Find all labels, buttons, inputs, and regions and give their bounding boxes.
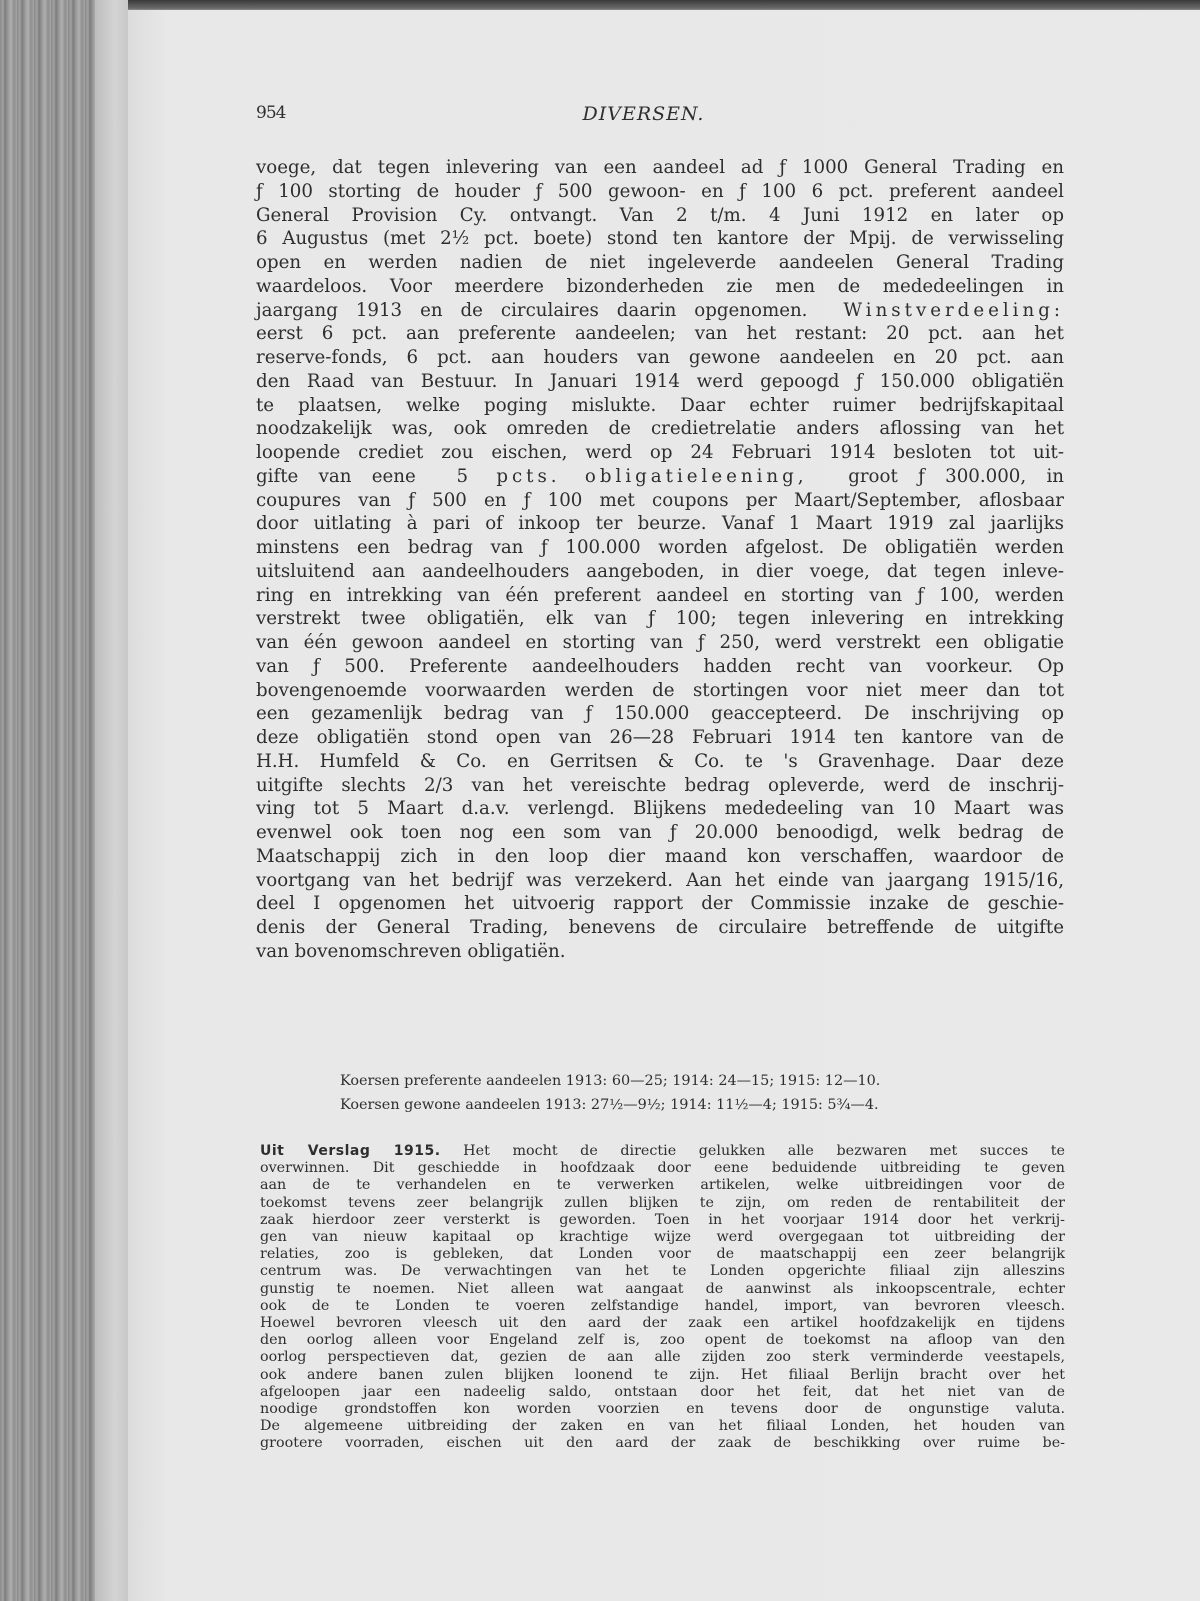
- running-head: [256, 103, 1061, 133]
- text-line: ring en intrekking van één preferent aandeel en storting van ƒ 100, werden: [256, 584, 1064, 606]
- quote-ordinary-shares: Koersen gewone aandeelen 1913: 27½—9½; 1914: 11½—4; 1915: 5¾—4.: [340, 1097, 879, 1113]
- text-segment: gifte van eene: [256, 465, 416, 487]
- text-line: ook de te Londen te voeren zelfstandige handel, import, van bevroren vleesch.: [260, 1297, 1065, 1314]
- text-line: gunstig te noemen. Niet alleen wat aangaat de aanwinst als inkoopscentrale, echter: [260, 1280, 1065, 1297]
- text-line: overwinnen. Dit geschiedde in hoofdzaak door eene beduidende uitbreiding te geven: [260, 1160, 1065, 1177]
- text-line: den oorlog alleen voor Engeland zelf is, zoo opent de toekomst na afloop van den: [260, 1332, 1065, 1349]
- section-title: DIVERSEN.: [582, 103, 705, 125]
- text-segment: jaargang 1913 en de circulaires daarin opgenomen.: [256, 299, 808, 321]
- text-line: [256, 465, 1064, 489]
- text-line: coupures van ƒ 500 en ƒ 100 met coupons per Maart/September, aflosbaar: [256, 489, 1064, 511]
- text-segment: Het mocht de directie gelukken alle bezwaren met succes te: [463, 1143, 1065, 1159]
- report-1915-paragraph: [260, 1143, 1065, 1453]
- text-line: voortgang van het bedrijf was verzekerd. Aan het einde van jaargang 1915/16,: [256, 869, 1064, 891]
- text-line: van één gewoon aandeel en storting van ƒ 250, werd verstrekt een obligatie: [256, 632, 1064, 653]
- text-line: minstens een bedrag van ƒ 100.000 worden afgelost. De obligatiën werden: [256, 537, 1064, 558]
- text-line: den Raad van Bestuur. In Januari 1914 werd gepoogd ƒ 150.000 obligatiën: [256, 370, 1064, 392]
- text-line: noodzakelijk was, ook omreden de credietrelatie anders aflossing van het: [256, 418, 1064, 440]
- text-line: ook andere banen zulen blijken loonend te zijn. Het filiaal Berlijn bracht over het: [260, 1366, 1065, 1383]
- text-line: verstrekt twee obligatiën, elk van ƒ 100; tegen inlevering en intrekking: [256, 608, 1064, 630]
- text-line: H.H. Humfeld & Co. en Gerritsen & Co. te 's Gravenhage. Daar deze: [256, 750, 1064, 772]
- text-line: deel I opgenomen het uitvoerig rapport der Commissie inzake de geschie-: [256, 893, 1064, 915]
- text-line: uitsluitend aan aandeelhouders aangeboden, in dier voege, dat tegen inleve-: [256, 560, 1064, 582]
- text-line: bovengenoemde voorwaarden werden de stortingen voor niet meer dan tot: [256, 679, 1064, 701]
- text-line: uitgifte slechts 2/3 van het vereischte bedrag opleverde, werd de inschrij-: [256, 774, 1064, 796]
- text-line: een gezamenlijk bedrag van ƒ 150.000 geaccepteerd. De inschrijving op: [256, 703, 1064, 725]
- text-line: [256, 299, 1064, 323]
- text-line: evenwel ook toen nog een som van ƒ 20.000 benoodigd, welk bedrag de: [256, 822, 1064, 843]
- text-line: afgeloopen jaar een nadeelig saldo, ontstaan door het feit, dat het niet van de: [260, 1383, 1065, 1400]
- text-line: deze obligatiën stond open van 26—28 Februari 1914 ten kantore van de: [256, 727, 1064, 748]
- text-line: eerst 6 pct. aan preferente aandeelen; van het restant: 20 pct. aan het: [256, 323, 1064, 345]
- text-line: denis der General Trading, benevens de circulaire betreffende de uitgifte: [256, 917, 1064, 938]
- text-line: grootere voorraden, eischen uit den aard der zaak de beschikking over ruime be-: [260, 1435, 1065, 1452]
- text-line: aan de te verhandelen en te verwerken artikelen, welke uitbreidingen voor de: [260, 1177, 1065, 1194]
- page-number: 954: [256, 103, 286, 123]
- text-line: De algemeene uitbreiding der zaken en van het filiaal Londen, het houden van: [260, 1418, 1065, 1435]
- spaced-term-loan: 5 pcts. obligatieleening,: [456, 465, 808, 487]
- text-line: ving tot 5 Maart d.a.v. verlengd. Blijkens mededeeling van 10 Maart was: [256, 798, 1064, 820]
- text-line: toekomst tevens zeer belangrijk zullen blijken te zijn, om reden de rentabiliteit der: [260, 1194, 1065, 1211]
- text-line: waardeloos. Voor meerdere bizonderheden zie men de mededeelingen in: [256, 275, 1064, 297]
- text-line: ƒ 100 storting de houder ƒ 500 gewoon- en ƒ 100 6 pct. preferent aandeel: [256, 180, 1064, 202]
- text-line: voege, dat tegen inlevering van een aandeel ad ƒ 1000 General Trading en: [256, 157, 1064, 178]
- text-line: [260, 1143, 1065, 1160]
- text-line: loopende crediet zou eischen, werd op 24 Februari 1914 besloten tot uit-: [256, 442, 1064, 463]
- text-line: zaak hierdoor zeer versterkt is geworden. Toen in het voorjaar 1914 door het verkrij-: [260, 1211, 1065, 1228]
- spaced-term-winstverdeeling: Winstverdeeling:: [843, 299, 1064, 321]
- text-line: noodige grondstoffen kon worden voorzien en tevens door de ongunstige valuta.: [260, 1401, 1065, 1418]
- text-line: gen van nieuw kapitaal op krachtige wijze werd overgegaan tot uitbreiding der: [260, 1229, 1065, 1246]
- text-line: reserve-fonds, 6 pct. aan houders van gewone aandeelen en 20 pct. aan: [256, 347, 1064, 368]
- text-line: door uitlating à pari of inkoop ter beurze. Vanaf 1 Maart 1919 zal jaarlijks: [256, 513, 1064, 535]
- text-line: open en werden nadien de niet ingeleverde aandeelen General Trading: [256, 252, 1064, 273]
- text-line: van ƒ 500. Preferente aandeelhouders hadden recht van voorkeur. Op: [256, 655, 1064, 677]
- text-line: Maatschappij zich in den loop dier maand kon verschaffen, waardoor de: [256, 845, 1064, 867]
- quote-preferred-shares: Koersen preferente aandeelen 1913: 60—25; 1914: 24—15; 1915: 12—10.: [340, 1073, 881, 1089]
- stacked-page-edges: [0, 0, 128, 1601]
- text-line: oorlog perspectieven dat, gezien de aan alle zijden zoo sterk verminderde veestapels,: [260, 1349, 1065, 1366]
- text-segment: groot ƒ 300.000, in: [848, 465, 1064, 487]
- text-line: te plaatsen, welke poging mislukte. Daar echter ruimer bedrijfskapitaal: [256, 394, 1064, 416]
- text-line: General Provision Cy. ontvangt. Van 2 t/m. 4 Juni 1912 en later op: [256, 204, 1064, 226]
- text-line: van bovenomschreven obligatiën.: [256, 940, 566, 962]
- text-line: centrum was. De verwachtingen van het te Londen opgerichte filiaal zijn alleszins: [260, 1263, 1065, 1280]
- text-line: Hoewel bevroren vleesch uit den aard der zaak een artikel hoofdzakelijk en tijdens: [260, 1315, 1065, 1332]
- main-paragraph: [256, 156, 1064, 964]
- text-line: 6 Augustus (met 2½ pct. boete) stond ten kantore der Mpij. de verwisseling: [256, 228, 1064, 250]
- report-heading: Uit Verslag 1915.: [260, 1143, 441, 1159]
- text-line: relaties, zoo is gebleken, dat Londen voor de maatschappij een zeer belangrijk: [260, 1246, 1065, 1263]
- share-price-quotes: [340, 1069, 1060, 1117]
